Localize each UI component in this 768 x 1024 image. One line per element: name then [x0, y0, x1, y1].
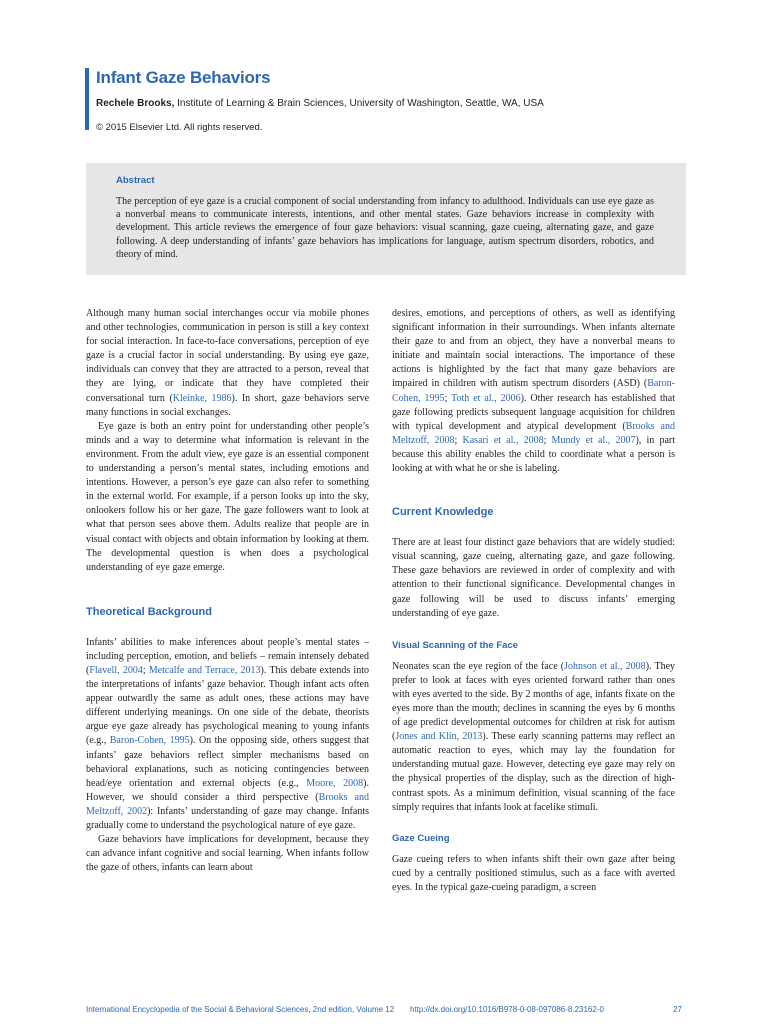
citation-link[interactable]: Brooks and Meltzoff, 2002: [86, 791, 369, 817]
body-paragraph: Although many human social interchanges occur via mobile phones and other technologies, communication in person is still a key context for social interaction. In face-to-face conversations, perception of eye gaze is a crucial factor in social understanding. By using eye gaze, individuals can convey that they are attracted to a person, reveal that they are lying, or indicate that they have completed their conversational turn (Kleinke, 1986). In short, gaze behaviors serve many functions in social exchanges.: [86, 308, 370, 418]
citation-link[interactable]: Metcalfe and Terrace, 2013: [148, 664, 261, 676]
citation-link[interactable]: Flavell, 2004: [89, 664, 143, 676]
body-paragraph: Infants’ abilities to make inferences about people’s mental states – including perception, emotion, and beliefs – remain intensely debated (Flavell, 2004; Metcalfe and Terrace, 2013). This debate extends into the interpretations of infants’ gaze behavior. Though infant acts often appear outwardly the same as adult ones, these actions may have different underlying meanings. On one side of the debate, theorists argue eye gaze already has psychological meaning to young infants (e.g., Baron-Cohen, 1995). On the opposing side, others suggest that infants’ gaze behaviors reflect simpler mechanisms based on behavioral explanations, such as noticing contingencies between head/eye orientation and external objects (e.g., Moore, 2008). However, we should consider a third perspective (Brooks and Meltzoff, 2002): Infants’ understanding of gaze may change. Infants gradually come to understand the psychological nature of eye gaze.: [86, 636, 369, 831]
citation-link[interactable]: Mundy et al., 2007: [551, 434, 636, 446]
citation-link[interactable]: Moore, 2008: [306, 777, 364, 789]
subsection-heading-gaze-cueing: Gaze Cueing: [392, 832, 450, 844]
right-column: [392, 307, 675, 895]
body-paragraph: Gaze cueing refers to when infants shift their own gaze after being cued by a centrally positioned stimulus, such as a face with averted eyes. In the typical gaze-cueing paradigm, a screen: [392, 853, 675, 893]
citation-link[interactable]: Johnson et al., 2008: [564, 660, 646, 672]
header-accent-bar: [85, 68, 89, 130]
citation-link[interactable]: Baron-Cohen, 1995: [109, 735, 190, 747]
citation-link[interactable]: Jones and Klin, 2013: [395, 731, 483, 743]
citation-link[interactable]: Kasari et al., 2008: [462, 434, 544, 446]
body-paragraph: desires, emotions, and perceptions of others, as well as identifying significant information in their surroundings. When infants alternate their gaze to and from an object, they have a nonverbal means to initiate and maintain social interactions. The importance of these actions is highlighted by the fact that many gaze behaviors are impaired in children with autism spectrum disorders (ASD) (Baron-Cohen, 1995; Toth et al., 2006). Other research has established that gaze following predicts subsequent language acquisition for children with typical development and atypical development (Brooks and Meltzoff, 2008; Kasari et al., 2008; Mundy et al., 2007), in part because this ability enables the child to coordinate what a person is looking at with what he or she is labeling.: [392, 308, 675, 475]
body-paragraph: There are at least four distinct gaze behaviors that are widely studied: visual scanning, gaze cueing, alternating gaze, and gaze following. These gaze behaviors are reviewed in order of complexity and with attention to their functional significance. Developmental changes in gaze following will be used to discuss infants’ emerging understanding of eye gaze.: [392, 537, 675, 619]
left-column: [86, 307, 369, 875]
subsection-heading-visual-scanning: Visual Scanning of the Face: [392, 639, 518, 651]
section-heading-current-knowledge: Current Knowledge: [392, 506, 494, 519]
author-name: Rechele Brooks,: [96, 98, 175, 109]
body-paragraph: Gaze behaviors have implications for development, because they can advance infant cognitive and social learning. When infants follow the gaze of others, infants can learn about: [86, 834, 369, 874]
footer-page-number: 27: [673, 1005, 682, 1014]
author-line: [96, 98, 544, 109]
citation-link[interactable]: Baron-Cohen, 1995: [392, 378, 675, 404]
body-paragraph: Eye gaze is both an entry point for understanding other people’s minds and a way to determine what information is relevant in the environment. From the adult view, eye gaze is an essential component to understanding a person’s mental states, including emotions and intentions. However, a person’s eye gaze can also refer to something in the external world. For example, if a person looks up into the sky, onlookers follow his or her gaze. The gaze followers want to look at what that person sees above them. Adults realize that people are in visual contact with objects and obtain information by looking at them. The developmental question is when does a psychological understanding of eye gaze emerge.: [86, 420, 369, 573]
footer-source: International Encyclopedia of the Social & Behavioral Sciences, 2nd edition, Volume 12: [86, 1005, 395, 1014]
citation-link[interactable]: Toth et al., 2006: [451, 392, 521, 404]
author-affiliation: Institute of Learning & Brain Sciences, University of Washington, Seattle, WA, USA: [174, 98, 544, 109]
body-paragraph: Neonates scan the eye region of the face (Johnson et al., 2008). They prefer to look at faces with eyes oriented forward rather than ones with eyes averted to the side. By 2 months of age, infants fixate on the eyes more than the mouth; declines in scanning the eyes by 6 months of age predict developmental outcomes for children at risk for autism (Jones and Klin, 2013). These early scanning patterns may reflect an automatic reaction to eyes, which may lay the foundation for understanding mutual gaze. However, detecting eye gaze may rely on the physical properties of the display, such as the direction of high-contrast spots. As a minimum definition, visual scanning of the face simply requires that infants look at facelike stimuli.: [392, 660, 676, 813]
abstract-heading: Abstract: [116, 175, 155, 186]
article-title: Infant Gaze Behaviors: [96, 68, 271, 87]
citation-link[interactable]: Brooks and Meltzoff, 2008: [392, 420, 675, 446]
abstract-text: The perception of eye gaze is a crucial component of social understanding from infancy to adulthood. Individuals can use eye gaze as a nonverbal means to communicate interests, intentions, and other mental states. Gaze behaviors increase in complexity with development. This article reviews the emergence of four gaze behaviors: visual scanning, gaze cueing, alternating gaze, and gaze following. A deep understanding of infants’ gaze behaviors has implications for language, autism spectrum disorders, robotics, and theory of mind.: [116, 196, 654, 260]
section-heading-theoretical-background: Theoretical Background: [86, 605, 212, 618]
citation-link[interactable]: Kleinke, 1986: [172, 392, 232, 404]
copyright-notice: © 2015 Elsevier Ltd. All rights reserved.: [96, 122, 263, 133]
footer-doi-link[interactable]: http://dx.doi.org/10.1016/B978-0-08-097086-8.23162-0: [410, 1005, 604, 1014]
